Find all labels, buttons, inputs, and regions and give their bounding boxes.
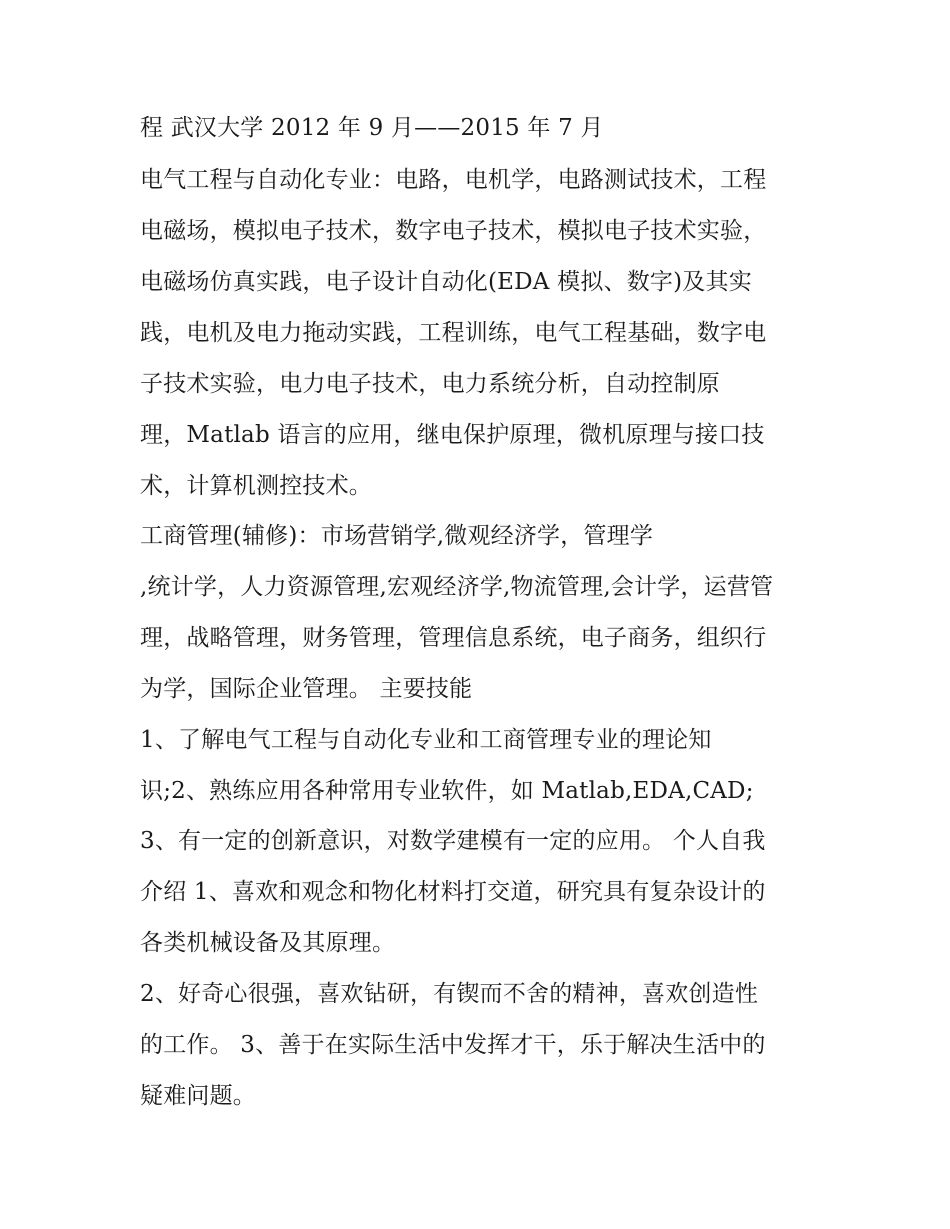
- text-line: 介绍 1、喜欢和观念和物化材料打交道，研究具有复杂设计的: [140, 879, 766, 905]
- text-line: 为学，国际企业管理。 主要技能: [140, 676, 473, 702]
- text-line: 子技术实验，电力电子技术，电力系统分析，自动控制原: [140, 371, 720, 397]
- text-line: 工商管理(辅修)：市场营销学,微观经济学，管理学: [140, 523, 654, 549]
- text-line: 识;2、熟练应用各种常用专业软件，如 Matlab,EDA,CAD;: [140, 778, 754, 804]
- text-line: 的工作。 3、善于在实际生活中发挥才干，乐于解决生活中的: [140, 1032, 766, 1058]
- text-line: 3、有一定的创新意识，对数学建模有一定的应用。 个人自我: [140, 828, 766, 854]
- text-line: 术，计算机测控技术。: [140, 473, 372, 499]
- text-line: 电气工程与自动化专业：电路，电机学，电路测试技术，工程: [140, 167, 767, 193]
- text-line: 疑难问题。: [140, 1083, 256, 1109]
- education-period-line: 程 武汉大学 2012 年 9 月——2015 年 7 月: [140, 115, 604, 141]
- text-line: 各类机械设备及其原理。: [140, 930, 396, 956]
- text-line: 电磁场，模拟电子技术，数字电子技术，模拟电子技术实验，: [140, 218, 767, 244]
- text-line: 2、好奇心很强，喜欢钻研，有锲而不舍的精神，喜欢创造性: [140, 981, 759, 1007]
- text-line: 践，电机及电力拖动实践，工程训练，电气工程基础，数字电: [140, 320, 767, 346]
- text-line: 1、了解电气工程与自动化专业和工商管理专业的理论知: [140, 727, 712, 753]
- text-line: 理，Matlab 语言的应用，继电保护原理，微机原理与接口技: [140, 422, 765, 448]
- text-line: ,统计学，人力资源管理,宏观经济学,物流管理,会计学，运营管: [140, 574, 774, 600]
- text-line: 电磁场仿真实践，电子设计自动化(EDA 模拟、数字)及其实: [140, 269, 752, 295]
- text-line: 理，战略管理，财务管理，管理信息系统，电子商务，组织行: [140, 625, 767, 651]
